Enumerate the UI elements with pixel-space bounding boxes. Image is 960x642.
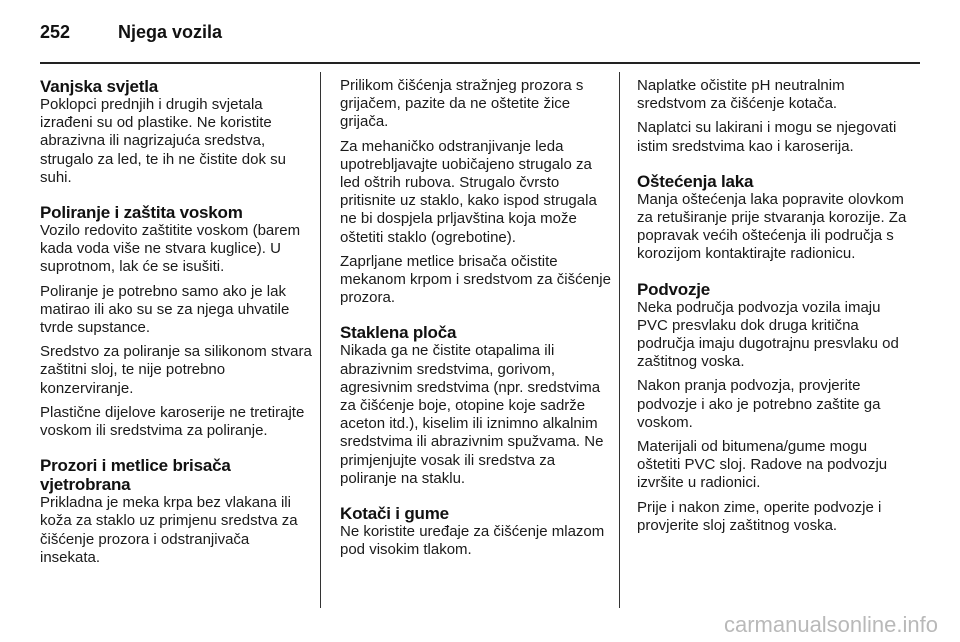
section-heading: Staklena ploča [340, 323, 457, 343]
body-paragraph: Nikada ga ne čistite otapalima ili abrazivnim sredstvima, gorivom, agresivnim sredstvima (npr. sredstvima za čišćenje boje, otopine koje sadrže aceton itd.), kiselim ili iznimno alkalnim sredstvima ili abrazivnim spužvama. Ne primjenjujte vosak ili sredstva za poliranje na staklu. [340, 342, 604, 487]
body-paragraph: Ne koristite uređaje za čišćenje mlazom pod visokim tlakom. [340, 523, 605, 559]
body-paragraph: Poklopci prednjih i drugih svjetala izrađeni su od plastike. Ne koristite abrazivna ili nagrizajuća sredstva, strugalo za led, te ih ne čistite dok su suhi. [40, 96, 286, 186]
section-gap [637, 162, 907, 172]
section-heading: Oštećenja laka [637, 171, 754, 191]
body-paragraph: Sredstvo za poliranje sa silikonom stvara zaštitni sloj, te nije potrebno konzerviranje. [40, 343, 312, 397]
section-gap [637, 270, 907, 280]
body-paragraph: Plastične dijelove karoserije ne tretirajte voskom ili sredstvima za poliranje. [40, 403, 305, 440]
section [637, 172, 907, 264]
section [40, 77, 312, 187]
column-2 [340, 77, 612, 565]
section [637, 280, 907, 535]
header-rule [40, 62, 920, 64]
section-heading: Kotači i gume [340, 504, 449, 524]
body-paragraph: Prilikom čišćenja stražnjeg prozora s grijačem, pazite da ne oštetite žice grijača. [340, 77, 584, 131]
body-paragraph: Manja oštećenja laka popravite olovkom za retuširanje prije stvaranja korozije. Za popravak većih oštećenja ili područja s korozijom kontaktirajte radionicu. [637, 190, 907, 263]
body-paragraph: Naplatci su lakirani i mogu se njegovati istim sredstvima kao i karoserija. [637, 119, 897, 155]
body-paragraph: Materijali od bitumena/gume mogu oštetiti PVC sloj. Radove na podvozju izvršite u radionici. [637, 438, 888, 492]
body-paragraph: Nakon pranja podvozja, provjerite podvozje i ako je potrebno zaštite ga voskom. [637, 377, 881, 431]
column-1 [40, 77, 312, 573]
body-paragraph: Prikladna je meka krpa bez vlakana ili koža za staklo uz primjenu sredstva za čišćenje prozora i odstranjivača insekata. [40, 494, 298, 566]
body-paragraph: Poliranje je potrebno samo ako je lak matirao ili ako su se za njega uhvatile tvrde supstance. [40, 282, 290, 337]
section-gap [40, 193, 312, 203]
body-paragraph: Naplatke očistite pH neutralnim sredstvom za čišćenje kotača. [637, 77, 845, 113]
body-paragraph: Vozilo redovito zaštitite voskom (barem kada voda više ne stvara kuglice). U suprotnom, lak će se isušiti. [40, 222, 301, 276]
body-paragraph: Prije i nakon zime, operite podvozje i provjerite sloj zaštitnog voska. [637, 498, 882, 534]
body-paragraph: Neka područja podvozja vozila imaju PVC presvlaku dok druga kritična područja imaju dugotrajnu presvlaku od zaštitnog voska. [637, 298, 899, 371]
page-number: 252 [40, 22, 71, 42]
watermark: carmanualsonline.info [723, 612, 938, 637]
section-heading: Podvozje [637, 279, 711, 299]
column-divider [619, 72, 620, 608]
section [40, 203, 312, 440]
section-gap [340, 494, 612, 504]
section-heading: Prozori i metlice brisača vjetrobrana [40, 456, 231, 495]
section [637, 77, 907, 156]
column-divider [320, 72, 321, 608]
section-gap [40, 446, 312, 456]
body-paragraph: Za mehaničko odstranjivanje leda upotrebljavajte uobičajeno strugalo za led oštrih rubova. Strugalo čvrsto pritisnite uz staklo, kako ispod strugala ne bi dospjela prljavština koja može oštetiti staklo (ogrebotine). [340, 137, 597, 246]
section [40, 456, 312, 567]
column-3 [637, 77, 907, 541]
section-heading: Poliranje i zaštita voskom [40, 203, 243, 223]
section-heading: Vanjska svjetla [40, 77, 158, 96]
section [340, 504, 612, 559]
chapter-title: Njega vozila [118, 22, 223, 42]
body-paragraph: Zaprljane metlice brisača očistite mekanom krpom i sredstvom za čišćenje prozora. [340, 252, 611, 307]
section [340, 77, 612, 307]
page-header [40, 22, 222, 43]
section [340, 323, 612, 488]
section-gap [340, 313, 612, 323]
